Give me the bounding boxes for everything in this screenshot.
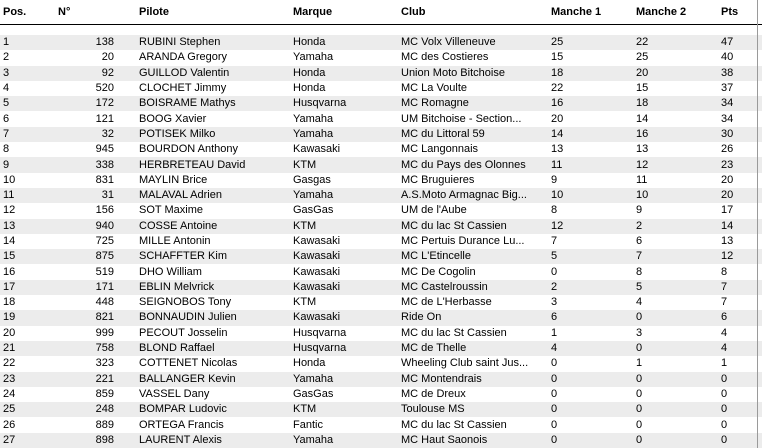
cell-number: 20 (101, 51, 114, 64)
cell-pilote: LAURENT Alexis (139, 433, 293, 448)
cell-manche-2: 3 (636, 326, 643, 339)
cell-marque: GasGas (293, 387, 334, 400)
cell-number: 171 (55, 280, 139, 295)
cell-points: 13 (721, 235, 734, 247)
cell-pos: 12 (3, 204, 16, 217)
cell-manche-1: 0 (551, 357, 558, 370)
cell-number: 945 (95, 143, 114, 156)
cell-manche-2: 0 (636, 402, 721, 417)
table-row (0, 372, 762, 387)
cell-points: 47 (721, 35, 762, 50)
cell-manche-2: 0 (636, 310, 721, 325)
cell-number: 725 (95, 235, 114, 247)
cell-marque: KTM (293, 402, 401, 417)
cell-manche-1: 14 (551, 127, 636, 142)
cell-manche-2: 0 (636, 372, 721, 387)
cell-number: 520 (95, 82, 114, 95)
cell-manche-1: 22 (551, 82, 564, 95)
cell-pos: 16 (3, 265, 16, 278)
cell-pilote: ARANDA Gregory (139, 51, 228, 64)
table-row (0, 111, 762, 126)
cell-pos: 9 (0, 157, 55, 172)
table-row (0, 356, 762, 371)
cell-number: 172 (55, 96, 139, 111)
cell-number: 92 (55, 66, 139, 81)
header-pos: Pos. (0, 0, 55, 25)
cell-pilote: BALLANGER Kevin (139, 372, 293, 387)
cell-number: 32 (55, 127, 139, 142)
cell-points: 12 (721, 249, 762, 264)
cell-points: 23 (721, 157, 762, 172)
cell-number: 156 (95, 204, 114, 217)
table-row (0, 417, 762, 432)
cell-club: Toulouse MS (401, 402, 551, 417)
cell-points: 26 (721, 143, 734, 156)
header-row (0, 0, 762, 25)
cell-points: 34 (721, 112, 734, 125)
header-marque: Marque (293, 0, 401, 25)
cell-number: 831 (95, 173, 114, 186)
cell-club: MC Romagne (401, 96, 551, 111)
cell-points: 0 (721, 433, 762, 448)
cell-manche-2: 10 (636, 188, 721, 203)
table-row (0, 387, 762, 402)
table-row (0, 50, 762, 65)
cell-pilote: SEIGNOBOS Tony (139, 296, 232, 309)
cell-pos: 27 (0, 433, 55, 448)
cell-club: MC Castelroussin (401, 280, 551, 295)
cell-points: 37 (721, 82, 734, 95)
cell-marque: Husqvarna (293, 96, 401, 111)
cell-manche-1: 2 (551, 280, 636, 295)
cell-marque: Kawasaki (293, 235, 341, 247)
cell-manche-2: 6 (636, 235, 643, 247)
cell-club: UM Bitchoise - Section... (401, 112, 522, 125)
table-row (0, 96, 762, 111)
cell-manche-2: 7 (636, 249, 721, 264)
cell-marque: Gasgas (293, 173, 331, 186)
table-row (0, 234, 762, 249)
table-row (0, 127, 762, 142)
cell-pos: 4 (3, 82, 10, 95)
cell-marque: GasGas (293, 204, 334, 217)
cell-club: MC du lac St Cassien (401, 219, 551, 234)
cell-pilote: CLOCHET Jimmy (139, 82, 227, 95)
cell-manche-2: 20 (636, 66, 721, 81)
cell-manche-1: 0 (551, 372, 636, 387)
cell-points: 14 (721, 219, 762, 234)
cell-marque: Kawasaki (293, 280, 401, 295)
cell-number: 940 (55, 219, 139, 234)
cell-number: 248 (55, 402, 139, 417)
cell-manche-1: 11 (551, 157, 636, 172)
cell-manche-1: 25 (551, 35, 636, 50)
cell-club: Wheeling Club saint Jus... (401, 357, 529, 370)
cell-pos: 25 (0, 402, 55, 417)
cell-pilote: EBLIN Melvrick (139, 280, 293, 295)
cell-marque: Kawasaki (293, 249, 401, 264)
cell-pilote: BOISRAME Mathys (139, 96, 293, 111)
cell-marque: KTM (293, 296, 317, 309)
cell-manche-1: 0 (551, 387, 558, 400)
cell-manche-1: 4 (551, 341, 636, 356)
header-points: Pts (721, 0, 762, 25)
cell-marque: Kawasaki (293, 265, 341, 278)
table-row (0, 142, 762, 157)
cell-number: 821 (55, 310, 139, 325)
cell-pos: 13 (0, 219, 55, 234)
cell-points: 0 (721, 418, 728, 431)
cell-manche-2: 25 (636, 51, 649, 64)
cell-manche-2: 13 (636, 143, 649, 156)
header-manche-1: Manche 1 (551, 0, 636, 25)
cell-club: MC Montendrais (401, 372, 551, 387)
header-club: Club (401, 0, 551, 25)
table-row (0, 280, 762, 295)
table-row (0, 203, 762, 218)
results-body (0, 25, 762, 448)
cell-points: 34 (721, 96, 762, 111)
header-pilote: Pilote (139, 0, 293, 25)
cell-pilote: PECOUT Josselin (139, 326, 228, 339)
cell-club: UM de l'Aube (401, 204, 467, 217)
cell-pilote: VASSEL Dany (139, 387, 210, 400)
cell-club: MC du Littoral 59 (401, 127, 551, 142)
cell-marque: Yamaha (293, 51, 334, 64)
cell-marque: Yamaha (293, 433, 401, 448)
cell-club: MC Bruguieres (401, 173, 475, 186)
cell-pilote: SCHAFFTER Kim (139, 249, 293, 264)
cell-pos: 3 (0, 66, 55, 81)
cell-pos: 14 (3, 235, 16, 247)
cell-pos: 24 (3, 387, 16, 400)
cell-number: 138 (55, 35, 139, 50)
cell-pos: 21 (0, 341, 55, 356)
cell-pilote: RUBINI Stephen (139, 35, 293, 50)
cell-manche-2: 22 (636, 35, 721, 50)
cell-pilote: BOOG Xavier (139, 112, 207, 125)
cell-points: 38 (721, 66, 762, 81)
cell-points: 30 (721, 127, 762, 142)
cell-manche-1: 0 (551, 433, 636, 448)
cell-number: 758 (55, 341, 139, 356)
cell-number: 898 (55, 433, 139, 448)
cell-number: 121 (95, 112, 114, 125)
cell-marque: Yamaha (293, 127, 401, 142)
cell-manche-1: 15 (551, 51, 564, 64)
cell-manche-1: 3 (551, 296, 558, 309)
cell-number: 889 (95, 418, 114, 431)
cell-marque: Husqvarna (293, 326, 347, 339)
cell-manche-1: 9 (551, 173, 558, 186)
cell-number: 221 (55, 372, 139, 387)
cell-club: MC du Pays des Olonnes (401, 157, 551, 172)
cell-marque: Honda (293, 82, 326, 95)
cell-pos: 22 (3, 357, 16, 370)
cell-manche-2: 18 (636, 96, 721, 111)
cell-marque: Honda (293, 66, 401, 81)
table-row (0, 341, 762, 356)
cell-points: 17 (721, 204, 734, 217)
cell-number: 519 (95, 265, 114, 278)
cell-pilote: ORTEGA Francis (139, 418, 224, 431)
cell-manche-1: 0 (551, 265, 558, 278)
cell-marque: Honda (293, 357, 326, 370)
cell-points: 7 (721, 296, 728, 309)
cell-club: Ride On (401, 310, 551, 325)
cell-manche-2: 8 (636, 265, 643, 278)
cell-points: 4 (721, 341, 762, 356)
cell-manche-1: 7 (551, 235, 558, 247)
cell-manche-1: 10 (551, 188, 636, 203)
cell-pilote: COSSE Antoine (139, 219, 293, 234)
cell-manche-2: 0 (636, 387, 643, 400)
cell-marque: Kawasaki (293, 143, 341, 156)
cell-pilote: BOURDON Anthony (139, 143, 239, 156)
cell-pilote: GUILLOD Valentin (139, 66, 293, 81)
cell-club: MC Haut Saonois (401, 433, 551, 448)
cell-pilote: HERBRETEAU David (139, 157, 293, 172)
header-number: N° (55, 0, 139, 25)
cell-marque: Yamaha (293, 188, 401, 203)
cell-club: A.S.Moto Armagnac Big... (401, 188, 551, 203)
cell-club: MC La Voulte (401, 82, 468, 95)
cell-manche-1: 1 (551, 326, 558, 339)
table-row (0, 35, 762, 50)
cell-pilote: SOT Maxime (139, 204, 203, 217)
cell-pilote: DHO William (139, 265, 202, 278)
cell-club: MC Langonnais (401, 143, 479, 156)
cell-number: 875 (55, 249, 139, 264)
cell-pos: 20 (3, 326, 16, 339)
cell-pos: 2 (3, 51, 10, 64)
cell-points: 8 (721, 265, 728, 278)
cell-marque: Yamaha (293, 112, 334, 125)
cell-manche-2: 14 (636, 112, 649, 125)
cell-club: MC de Dreux (401, 387, 466, 400)
cell-pilote: MAYLIN Brice (139, 173, 208, 186)
cell-club: MC de L'Herbasse (401, 296, 492, 309)
table-row (0, 402, 762, 417)
cell-points: 20 (721, 173, 734, 186)
cell-pos: 6 (3, 112, 10, 125)
header-spacer (0, 25, 762, 36)
table-row (0, 249, 762, 264)
cell-pos: 18 (3, 296, 16, 309)
cell-manche-1: 0 (551, 418, 558, 431)
cell-manche-2: 5 (636, 280, 721, 295)
cell-club: MC Volx Villeneuve (401, 35, 551, 50)
table-row (0, 188, 762, 203)
cell-club: MC Pertuis Durance Lu... (401, 235, 525, 247)
cell-pos: 7 (0, 127, 55, 142)
cell-number: 338 (55, 157, 139, 172)
cell-manche-2: 11 (636, 173, 648, 186)
cell-manche-2: 4 (636, 296, 643, 309)
cell-marque: KTM (293, 219, 401, 234)
cell-pilote: BOMPAR Ludovic (139, 402, 293, 417)
table-row (0, 157, 762, 172)
cell-marque: KTM (293, 157, 401, 172)
cell-pos: 17 (0, 280, 55, 295)
cell-manche-1: 6 (551, 310, 636, 325)
cell-marque: Fantic (293, 418, 323, 431)
cell-number: 323 (95, 357, 114, 370)
cell-club: MC De Cogolin (401, 265, 476, 278)
cell-manche-1: 0 (551, 402, 636, 417)
cell-number: 859 (95, 387, 114, 400)
table-row (0, 81, 762, 96)
cell-points: 1 (721, 357, 728, 370)
cell-number: 448 (95, 296, 114, 309)
cell-manche-1: 20 (551, 112, 564, 125)
cell-pilote: MALAVAL Adrien (139, 188, 293, 203)
cell-points: 7 (721, 280, 762, 295)
cell-points: 0 (721, 372, 762, 387)
cell-manche-2: 1 (636, 357, 643, 370)
table-row (0, 433, 762, 448)
cell-pos: 5 (0, 96, 55, 111)
header-manche-2: Manche 2 (636, 0, 721, 25)
cell-points: 4 (721, 326, 728, 339)
cell-marque: Kawasaki (293, 310, 401, 325)
cell-manche-1: 5 (551, 249, 636, 264)
table-row (0, 173, 762, 188)
cell-points: 6 (721, 310, 762, 325)
cell-pilote: BONNAUDIN Julien (139, 310, 293, 325)
cell-manche-2: 12 (636, 157, 721, 172)
cell-manche-2: 0 (636, 433, 721, 448)
cell-points: 0 (721, 387, 728, 400)
cell-pos: 15 (0, 249, 55, 264)
table-row (0, 219, 762, 234)
cell-club: MC du lac St Cassien (401, 418, 507, 431)
cell-manche-2: 0 (636, 341, 721, 356)
cell-manche-2: 0 (636, 418, 643, 431)
cell-points: 40 (721, 51, 734, 64)
cell-manche-2: 2 (636, 219, 721, 234)
cell-pos: 23 (0, 372, 55, 387)
cell-club: Union Moto Bitchoise (401, 66, 551, 81)
cell-manche-2: 15 (636, 82, 649, 95)
cell-points: 20 (721, 188, 762, 203)
cell-manche-2: 9 (636, 204, 643, 217)
cell-pilote: POTISEK Milko (139, 127, 293, 142)
cell-marque: Husqvarna (293, 341, 401, 356)
cell-club: MC du lac St Cassien (401, 326, 507, 339)
cell-number: 31 (55, 188, 139, 203)
cell-manche-2: 16 (636, 127, 721, 142)
table-row (0, 295, 762, 310)
cell-club: MC de Thelle (401, 341, 551, 356)
cell-marque: Honda (293, 35, 401, 50)
table-row (0, 66, 762, 81)
cell-manche-1: 13 (551, 143, 564, 156)
cell-club: MC L'Etincelle (401, 249, 551, 264)
cell-pos: 10 (3, 173, 16, 186)
table-row (0, 326, 762, 341)
cell-club: MC des Costieres (401, 51, 489, 64)
table-row (0, 264, 762, 279)
cell-manche-1: 18 (551, 66, 636, 81)
table-row (0, 310, 762, 325)
cell-points: 0 (721, 402, 762, 417)
cell-pilote: COTTENET Nicolas (139, 357, 238, 370)
cell-pos: 11 (0, 188, 55, 203)
cell-pos: 26 (3, 418, 16, 431)
page-edge-divider (757, 0, 758, 448)
cell-marque: Yamaha (293, 372, 401, 387)
spacer-cell (0, 25, 762, 36)
cell-number: 999 (95, 326, 114, 339)
cell-manche-1: 8 (551, 204, 558, 217)
cell-pilote: BLOND Raffael (139, 341, 293, 356)
cell-pos: 8 (3, 143, 10, 156)
cell-pos: 19 (0, 310, 55, 325)
cell-pos: 1 (0, 35, 55, 50)
cell-manche-1: 16 (551, 96, 636, 111)
cell-pilote: MILLE Antonin (139, 235, 211, 247)
cell-manche-1: 12 (551, 219, 636, 234)
